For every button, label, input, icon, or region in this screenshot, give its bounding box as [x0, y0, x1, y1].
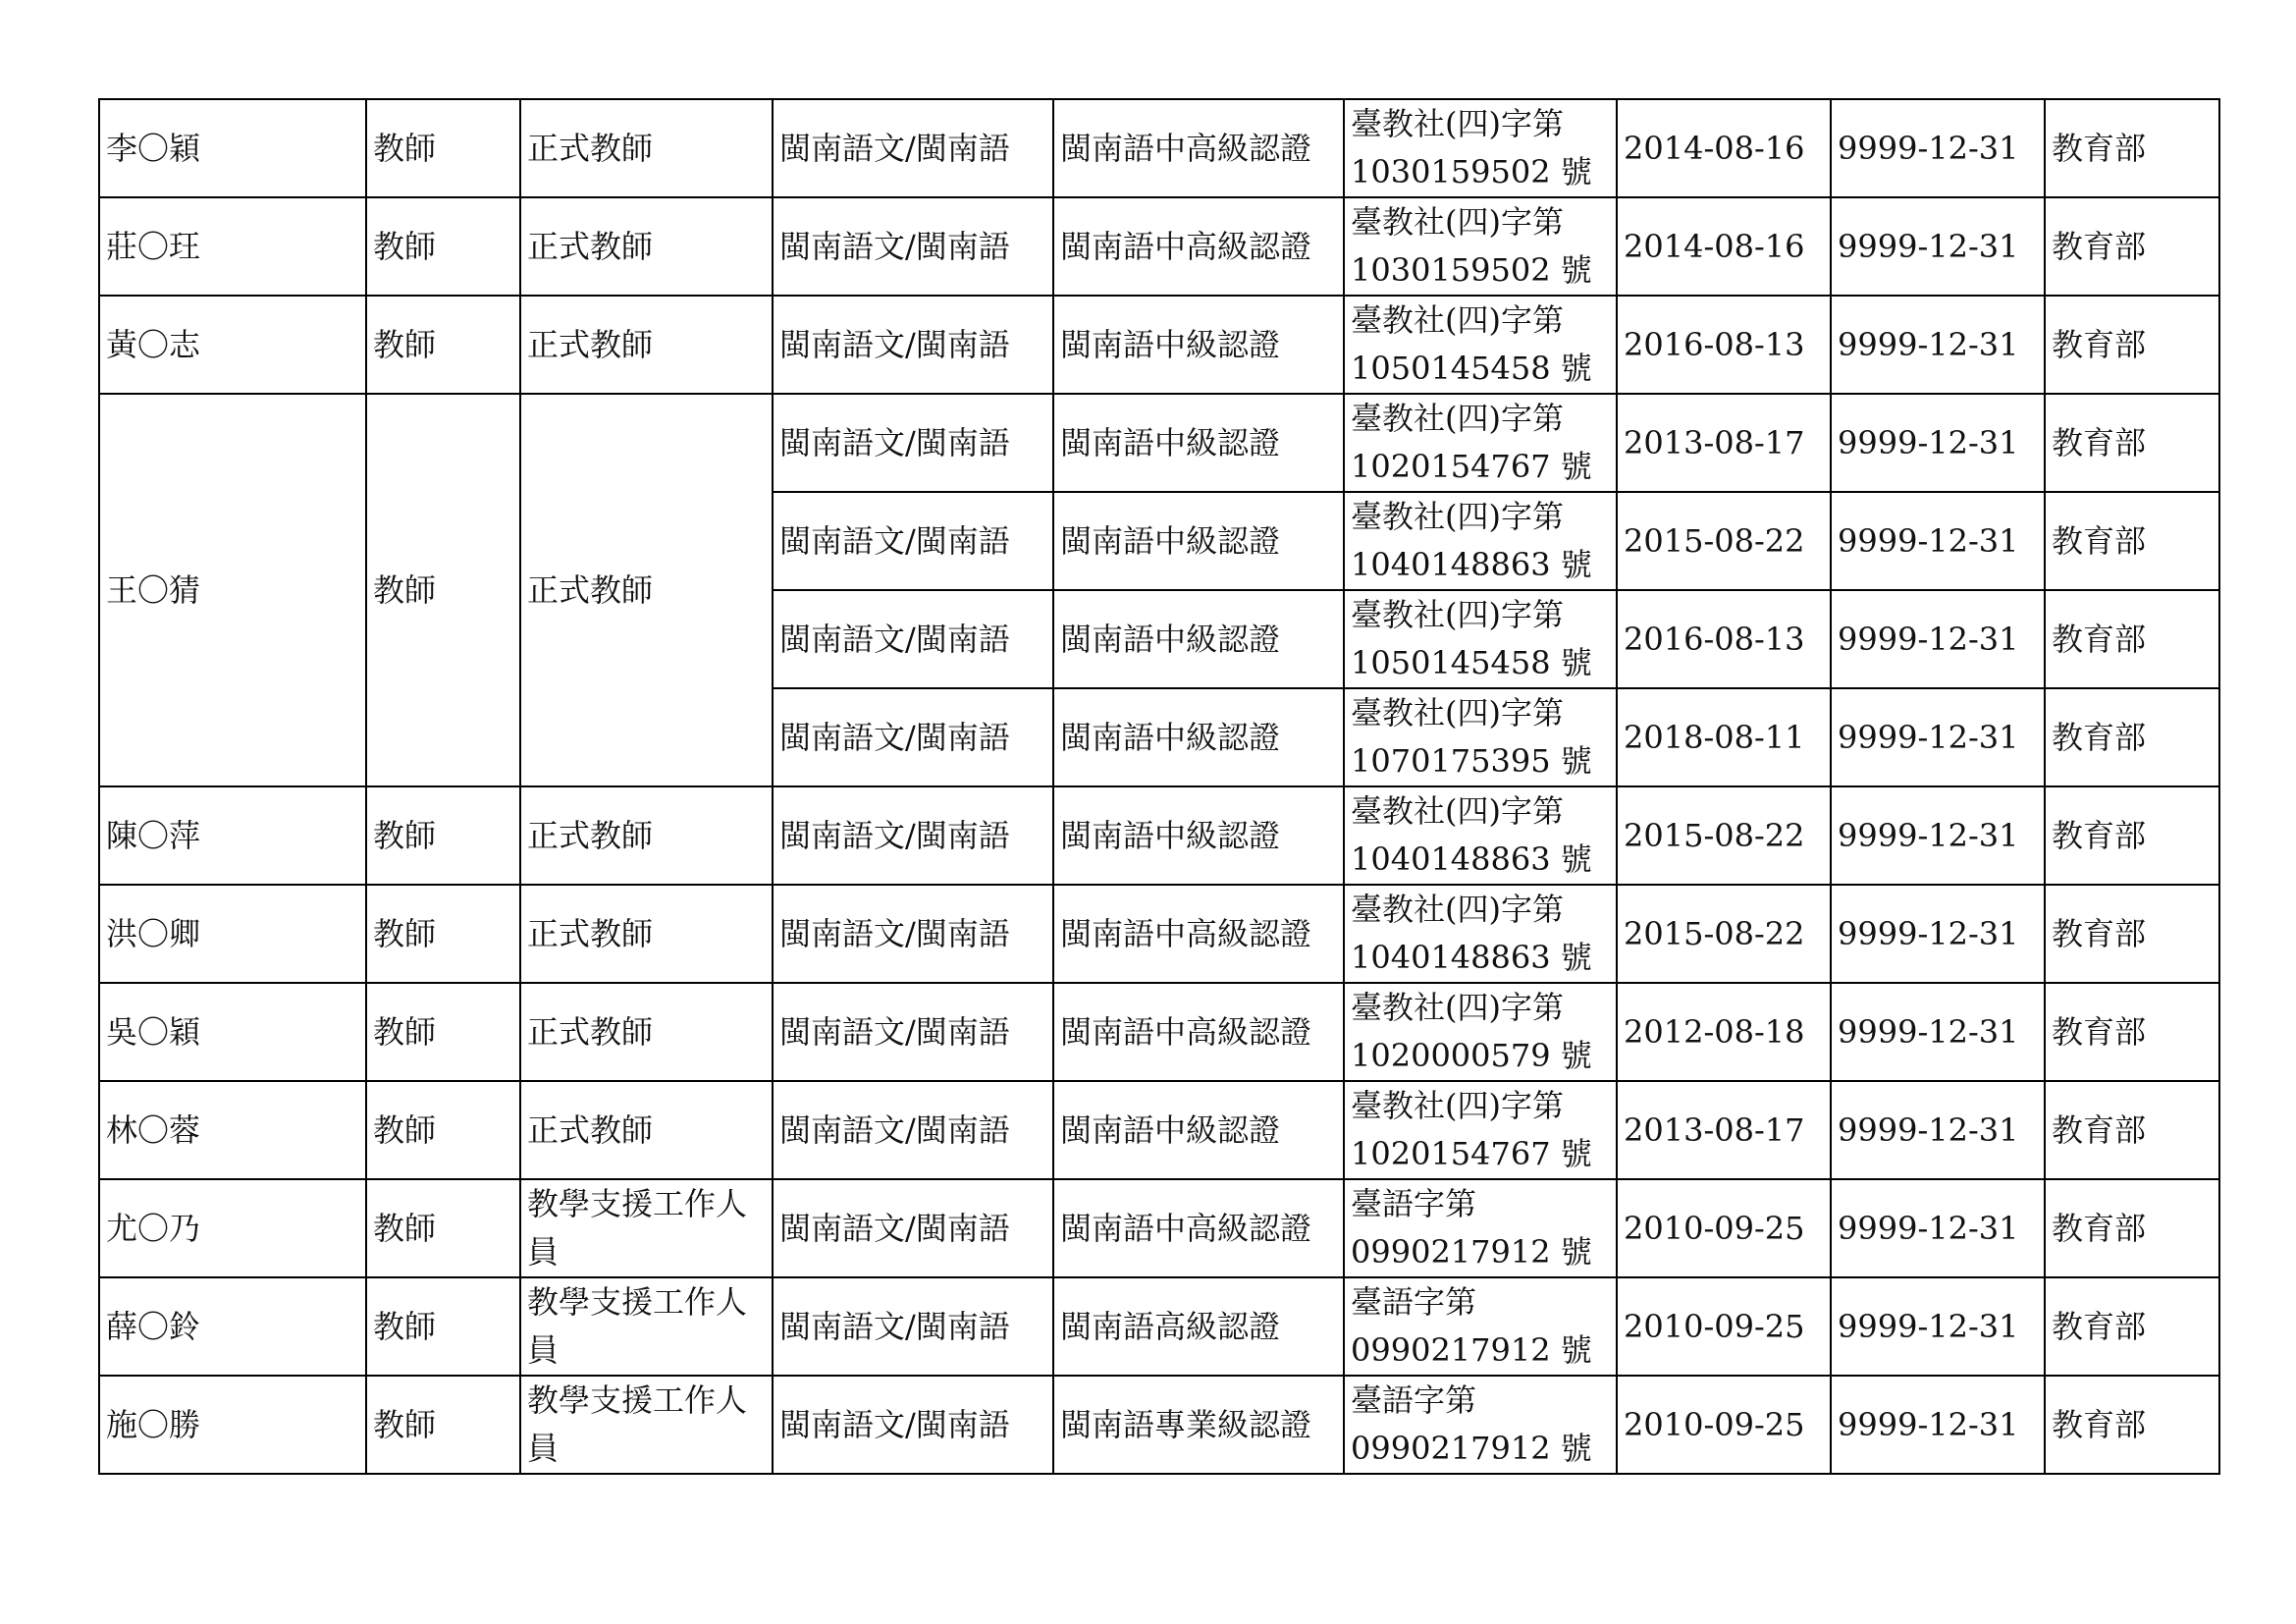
doc-line2: 1040148863 號 [1351, 546, 1592, 583]
title-cell: 教師 [366, 885, 520, 983]
type-cell: 教學支援工作人員 [520, 1179, 773, 1277]
issuer-cell: 教育部 [2045, 1081, 2219, 1179]
subject-cell: 閩南語文/閩南語 [773, 197, 1053, 296]
issuer-cell: 教育部 [2045, 394, 2219, 492]
cert-cell: 閩南語高級認證 [1053, 1277, 1344, 1376]
cert-cell: 閩南語中級認證 [1053, 1081, 1344, 1179]
start-date-cell: 2016-08-13 [1617, 296, 1831, 394]
issuer-cell: 教育部 [2045, 99, 2219, 197]
doc-line1: 臺教社(四)字第 [1351, 596, 1564, 633]
end-date-cell: 9999-12-31 [1831, 786, 2045, 885]
end-date-cell: 9999-12-31 [1831, 1376, 2045, 1474]
doc-cell [1344, 1179, 1617, 1277]
table-row [99, 394, 2219, 492]
doc-cell [1344, 394, 1617, 492]
cert-cell: 閩南語中級認證 [1053, 492, 1344, 590]
issuer-cell: 教育部 [2045, 296, 2219, 394]
doc-line1: 臺教社(四)字第 [1351, 498, 1564, 535]
end-date-cell: 9999-12-31 [1831, 1179, 2045, 1277]
doc-line1: 臺教社(四)字第 [1351, 301, 1564, 339]
doc-cell [1344, 99, 1617, 197]
subject-cell: 閩南語文/閩南語 [773, 688, 1053, 786]
start-date-cell: 2012-08-18 [1617, 983, 1831, 1081]
title-cell: 教師 [366, 296, 520, 394]
doc-line2: 1020000579 號 [1351, 1037, 1592, 1074]
name-cell: 林〇蓉 [99, 1081, 366, 1179]
name-cell: 施〇勝 [99, 1376, 366, 1474]
doc-line1: 臺語字第 [1351, 1381, 1477, 1419]
start-date-cell: 2010-09-25 [1617, 1179, 1831, 1277]
name-cell: 陳〇萍 [99, 786, 366, 885]
table-row [99, 786, 2219, 885]
name-cell: 黃〇志 [99, 296, 366, 394]
start-date-cell: 2014-08-16 [1617, 99, 1831, 197]
start-date-cell: 2014-08-16 [1617, 197, 1831, 296]
doc-line1: 臺教社(四)字第 [1351, 891, 1564, 928]
subject-cell: 閩南語文/閩南語 [773, 296, 1053, 394]
name-cell: 王〇猜 [99, 394, 366, 786]
issuer-cell: 教育部 [2045, 1376, 2219, 1474]
title-cell: 教師 [366, 983, 520, 1081]
doc-cell [1344, 296, 1617, 394]
cert-cell: 閩南語中級認證 [1053, 394, 1344, 492]
subject-cell: 閩南語文/閩南語 [773, 1081, 1053, 1179]
end-date-cell: 9999-12-31 [1831, 1081, 2045, 1179]
type-cell: 正式教師 [520, 786, 773, 885]
type-cell: 正式教師 [520, 983, 773, 1081]
cert-cell: 閩南語中高級認證 [1053, 983, 1344, 1081]
type-cell: 教學支援工作人員 [520, 1277, 773, 1376]
type-cell: 教學支援工作人員 [520, 1376, 773, 1474]
doc-cell [1344, 590, 1617, 688]
certification-table [98, 98, 2220, 1475]
issuer-cell: 教育部 [2045, 492, 2219, 590]
subject-cell: 閩南語文/閩南語 [773, 885, 1053, 983]
end-date-cell: 9999-12-31 [1831, 885, 2045, 983]
start-date-cell: 2013-08-17 [1617, 394, 1831, 492]
start-date-cell: 2010-09-25 [1617, 1376, 1831, 1474]
table-row [99, 1179, 2219, 1277]
table-row [99, 1277, 2219, 1376]
doc-line1: 臺教社(四)字第 [1351, 203, 1564, 241]
doc-line1: 臺教社(四)字第 [1351, 694, 1564, 731]
doc-line1: 臺語字第 [1351, 1185, 1477, 1222]
cert-cell: 閩南語中級認證 [1053, 786, 1344, 885]
title-cell: 教師 [366, 99, 520, 197]
cert-cell: 閩南語中高級認證 [1053, 1179, 1344, 1277]
table-row [99, 885, 2219, 983]
subject-cell: 閩南語文/閩南語 [773, 786, 1053, 885]
doc-line1: 臺教社(四)字第 [1351, 989, 1564, 1026]
issuer-cell: 教育部 [2045, 197, 2219, 296]
doc-cell [1344, 885, 1617, 983]
cert-cell: 閩南語中級認證 [1053, 688, 1344, 786]
title-cell: 教師 [366, 394, 520, 786]
doc-line2: 1030159502 號 [1351, 153, 1592, 190]
doc-line2: 1050145458 號 [1351, 350, 1592, 387]
doc-line2: 1020154767 號 [1351, 1135, 1592, 1172]
subject-cell: 閩南語文/閩南語 [773, 983, 1053, 1081]
table-row [99, 983, 2219, 1081]
subject-cell: 閩南語文/閩南語 [773, 492, 1053, 590]
start-date-cell: 2013-08-17 [1617, 1081, 1831, 1179]
doc-line2: 1040148863 號 [1351, 939, 1592, 976]
name-cell: 尤〇乃 [99, 1179, 366, 1277]
name-cell: 李〇穎 [99, 99, 366, 197]
doc-cell [1344, 1376, 1617, 1474]
subject-cell: 閩南語文/閩南語 [773, 590, 1053, 688]
issuer-cell: 教育部 [2045, 688, 2219, 786]
cert-cell: 閩南語專業級認證 [1053, 1376, 1344, 1474]
doc-line1: 臺教社(四)字第 [1351, 792, 1564, 830]
issuer-cell: 教育部 [2045, 786, 2219, 885]
doc-line2: 1050145458 號 [1351, 644, 1592, 681]
name-cell: 吳〇穎 [99, 983, 366, 1081]
table-row [99, 197, 2219, 296]
type-cell: 正式教師 [520, 394, 773, 786]
doc-cell [1344, 197, 1617, 296]
issuer-cell: 教育部 [2045, 590, 2219, 688]
cert-cell: 閩南語中級認證 [1053, 590, 1344, 688]
table-row [99, 296, 2219, 394]
end-date-cell: 9999-12-31 [1831, 492, 2045, 590]
title-cell: 教師 [366, 1376, 520, 1474]
doc-line1: 臺教社(四)字第 [1351, 400, 1564, 437]
start-date-cell: 2010-09-25 [1617, 1277, 1831, 1376]
doc-line1: 臺語字第 [1351, 1283, 1477, 1321]
issuer-cell: 教育部 [2045, 885, 2219, 983]
title-cell: 教師 [366, 1081, 520, 1179]
issuer-cell: 教育部 [2045, 1179, 2219, 1277]
doc-line2: 0990217912 號 [1351, 1430, 1592, 1467]
end-date-cell: 9999-12-31 [1831, 1277, 2045, 1376]
end-date-cell: 9999-12-31 [1831, 590, 2045, 688]
subject-cell: 閩南語文/閩南語 [773, 1179, 1053, 1277]
doc-cell [1344, 1081, 1617, 1179]
doc-line1: 臺教社(四)字第 [1351, 1087, 1564, 1124]
doc-line2: 1040148863 號 [1351, 840, 1592, 878]
start-date-cell: 2015-08-22 [1617, 492, 1831, 590]
doc-cell [1344, 492, 1617, 590]
subject-cell: 閩南語文/閩南語 [773, 1277, 1053, 1376]
title-cell: 教師 [366, 786, 520, 885]
issuer-cell: 教育部 [2045, 983, 2219, 1081]
cert-cell: 閩南語中高級認證 [1053, 885, 1344, 983]
cert-cell: 閩南語中高級認證 [1053, 197, 1344, 296]
end-date-cell: 9999-12-31 [1831, 688, 2045, 786]
start-date-cell: 2015-08-22 [1617, 885, 1831, 983]
cert-cell: 閩南語中高級認證 [1053, 99, 1344, 197]
type-cell: 正式教師 [520, 197, 773, 296]
end-date-cell: 9999-12-31 [1831, 296, 2045, 394]
doc-cell [1344, 786, 1617, 885]
end-date-cell: 9999-12-31 [1831, 197, 2045, 296]
doc-line2: 0990217912 號 [1351, 1331, 1592, 1369]
end-date-cell: 9999-12-31 [1831, 983, 2045, 1081]
table-row [99, 1081, 2219, 1179]
doc-line2: 1020154767 號 [1351, 448, 1592, 485]
subject-cell: 閩南語文/閩南語 [773, 394, 1053, 492]
doc-line2: 1030159502 號 [1351, 251, 1592, 289]
type-cell: 正式教師 [520, 99, 773, 197]
cert-cell: 閩南語中級認證 [1053, 296, 1344, 394]
doc-cell [1344, 983, 1617, 1081]
end-date-cell: 9999-12-31 [1831, 394, 2045, 492]
doc-line2: 1070175395 號 [1351, 742, 1592, 780]
start-date-cell: 2018-08-11 [1617, 688, 1831, 786]
title-cell: 教師 [366, 1179, 520, 1277]
table-row [99, 1376, 2219, 1474]
end-date-cell: 9999-12-31 [1831, 99, 2045, 197]
name-cell: 莊〇玨 [99, 197, 366, 296]
type-cell: 正式教師 [520, 296, 773, 394]
doc-line2: 0990217912 號 [1351, 1233, 1592, 1271]
start-date-cell: 2016-08-13 [1617, 590, 1831, 688]
doc-cell [1344, 688, 1617, 786]
table-row [99, 99, 2219, 197]
doc-line1: 臺教社(四)字第 [1351, 105, 1564, 142]
issuer-cell: 教育部 [2045, 1277, 2219, 1376]
type-cell: 正式教師 [520, 885, 773, 983]
start-date-cell: 2015-08-22 [1617, 786, 1831, 885]
subject-cell: 閩南語文/閩南語 [773, 99, 1053, 197]
title-cell: 教師 [366, 1277, 520, 1376]
title-cell: 教師 [366, 197, 520, 296]
subject-cell: 閩南語文/閩南語 [773, 1376, 1053, 1474]
doc-cell [1344, 1277, 1617, 1376]
type-cell: 正式教師 [520, 1081, 773, 1179]
name-cell: 薛〇鈴 [99, 1277, 366, 1376]
name-cell: 洪〇卿 [99, 885, 366, 983]
